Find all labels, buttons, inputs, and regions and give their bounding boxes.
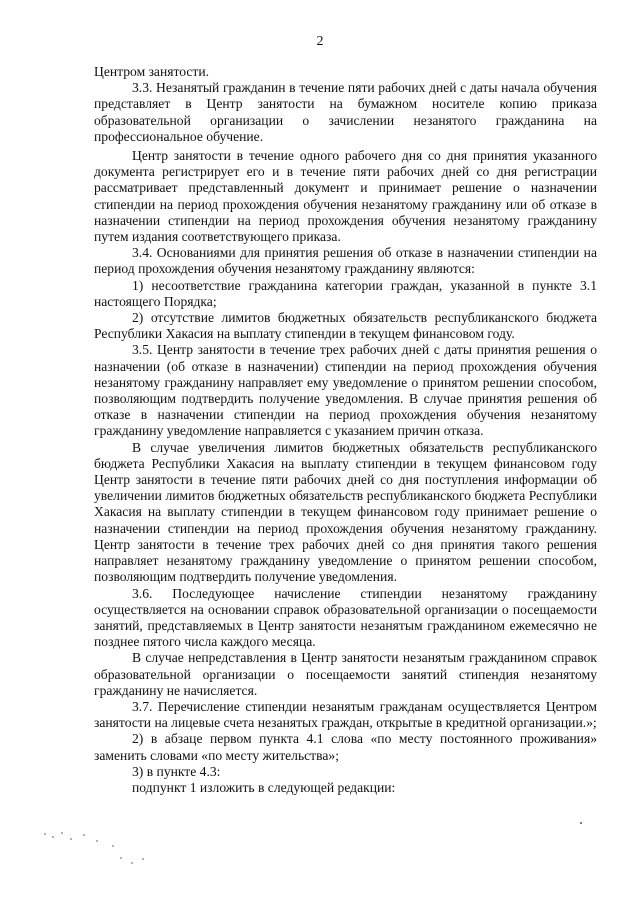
paragraph-3-6: 3.6. Последующее начисление стипендии незанятому гражданину осуществляется на основании справок образовательной организации о посещаемости занятий, представляемых в Центр занятости незанятым гражданином ежемесячно не позднее пятого числа каждого месяца.: [94, 585, 597, 650]
amendment-item-2: 2) в абзаце первом пункта 4.1 слова «по месту постоянного проживания» заменить словами «по месту жительства»;: [94, 731, 597, 763]
list-item-1: 1) несоответствие гражданина категории граждан, указанной в пункте 3.1 настоящего Порядка;: [94, 277, 597, 309]
paragraph-limits-increase: В случае увеличения лимитов бюджетных обязательств республиканского бюджета Республики Хакасия на выплату стипендии в текущем финансовом году Центр занятости в течение пяти рабочих дней со дня поступления информации об увеличении лимитов бюджетных обязательств республиканского бюджета Республики Хакасия на выплату стипендии в текущем финансовом году принимает решение о назначении стипендии на период прохождения обучения незанятому гражданину. Центр занятости в течение трех рабочих дней со дня принятия такого решения направляет незанятому гражданину уведомление о принятом решении способом, позволяющим подтвердить получение уведомления.: [94, 439, 597, 585]
paragraph-3-5: 3.5. Центр занятости в течение трех рабочих дней с даты принятия решения о назначении (об отказе в назначении) стипендии на период прохождения обучения незанятому гражданину направляет ему уведомление о принятом решении способом, позволяющим подтвердить получение уведомления. В случае принятия решения об отказе в назначении стипендии на период прохождения обучения незанятому гражданину уведомление направляется с указанием причин отказа.: [94, 342, 597, 439]
list-item-2: 2) отсутствие лимитов бюджетных обязательств республиканского бюджета Республики Хакасия на выплату стипендии в текущем финансовом году.: [94, 310, 597, 342]
document-body: [94, 64, 597, 796]
amendment-subitem: подпункт 1 изложить в следующей редакции:: [132, 779, 396, 795]
page-number: 2: [316, 34, 324, 49]
paragraph-3-7: 3.7. Перечисление стипендии незанятым гражданам осуществляется Центром занятости на лицевые счета незанятых граждан, открытые в кредитной организации.»;: [94, 698, 597, 731]
paragraph-3-4: 3.4. Основаниями для принятия решения об отказе в назначении стипендии на период прохождения обучения незанятому гражданину являются:: [94, 245, 597, 277]
paragraph-registration: Центр занятости в течение одного рабочего дня со дня принятия указанного документа регистрирует его и в течение пяти рабочих дней со дня регистрации рассматривает представленный документ и принимает решение о назначении стипендии на период прохождения обучения незанятому гражданину или об отказе в назначении стипендии на период прохождения обучения незанятому гражданину путем издания соответствующего приказа.: [94, 148, 597, 245]
paragraph-3-3: 3.3. Незанятый гражданин в течение пяти рабочих дней с даты начала обучения представляет в Центр занятости на бумажном носителе копию приказа образовательной организации о зачислении незанятого гражданина на профессиональное обучение.: [94, 80, 597, 144]
paragraph-continuation: Центром занятости.: [94, 64, 210, 79]
paragraph-non-submission: В случае непредставления в Центр занятости незанятым гражданином справок образовательной организации о посещаемости занятий стипендия незанятому гражданину не начисляется.: [94, 650, 597, 698]
amendment-item-3: 3) в пункте 4.3:: [132, 763, 221, 779]
